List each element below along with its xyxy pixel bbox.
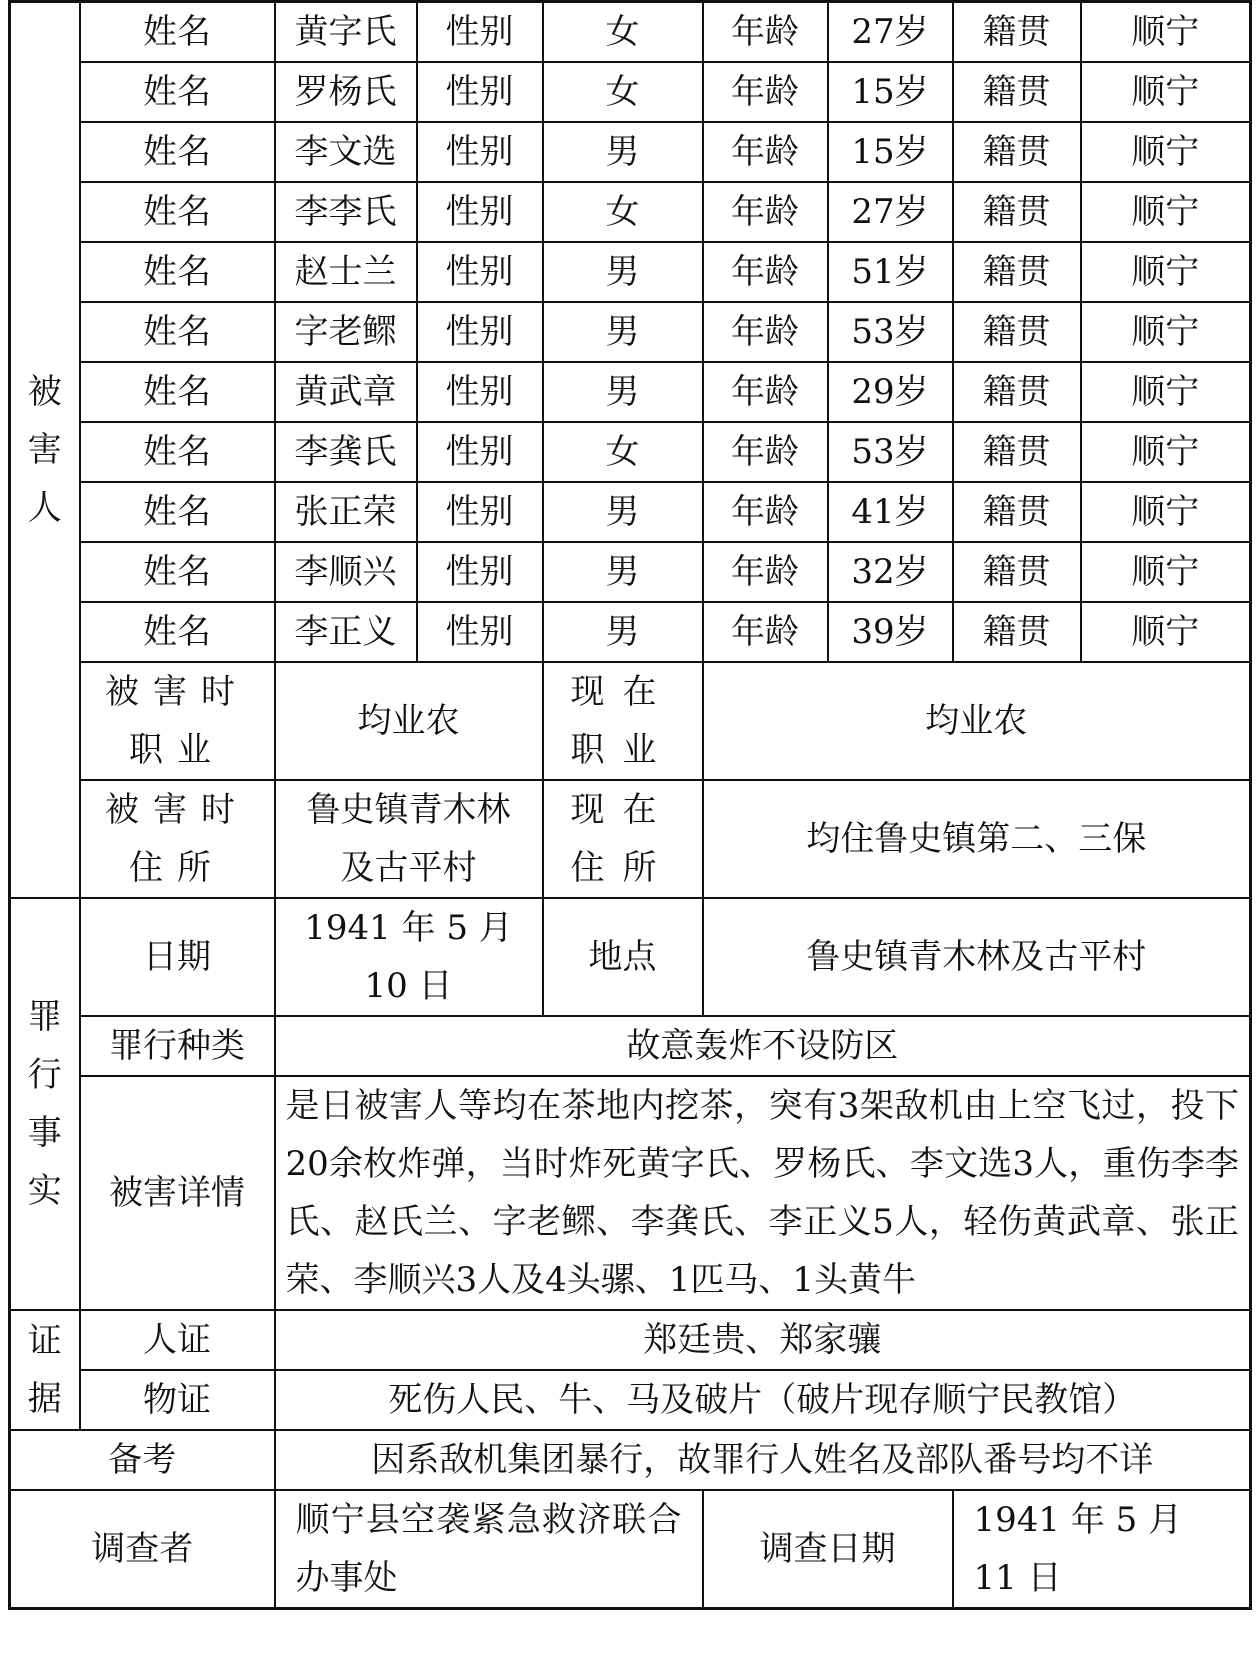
physical-evidence-row [10,1370,1251,1430]
damage-details-label: 被害详情 [80,1076,275,1310]
occupation-then-label: 被害时职业 [80,662,275,780]
evidence-section-label [10,1310,80,1430]
victim-row [10,482,1251,542]
victim-age: 15岁 [828,122,953,182]
age-label: 年龄 [703,362,828,422]
victim-row [10,182,1251,242]
victim-sex: 女 [543,422,703,482]
victim-age: 41岁 [828,482,953,542]
victim-native-place: 顺宁 [1081,602,1251,662]
victim-age: 27岁 [828,182,953,242]
age-label: 年龄 [703,302,828,362]
age-label: 年龄 [703,482,828,542]
age-label: 年龄 [703,602,828,662]
age-label: 年龄 [703,182,828,242]
damage-details-row [10,1076,1251,1310]
vertical-char: 实 [27,1171,62,1211]
victim-sex: 男 [543,122,703,182]
name-label: 姓名 [80,62,275,122]
victim-sex: 男 [543,482,703,542]
victim-age: 29岁 [828,362,953,422]
age-label: 年龄 [703,242,828,302]
witness-row [10,1310,1251,1370]
name-label: 姓名 [80,242,275,302]
victim-row [10,122,1251,182]
name-label: 姓名 [80,482,275,542]
victim-row [10,242,1251,302]
vertical-char: 事 [27,1113,62,1153]
residence-row [10,780,1251,898]
victim-row [10,362,1251,422]
victim-row [10,302,1251,362]
evidence-vertical-text [11,1312,79,1428]
sex-label: 性别 [417,362,543,422]
vertical-char: 罪 [27,997,62,1037]
sex-label: 性别 [417,122,543,182]
victim-age: 53岁 [828,422,953,482]
victims-vertical-text [11,363,79,537]
crime-type-row [10,1016,1251,1076]
crime-type-value: 故意轰炸不设防区 [275,1016,1251,1076]
victim-age: 32岁 [828,542,953,602]
document-page [8,0,1249,1646]
crime-type-label: 罪行种类 [80,1016,275,1076]
victim-age: 27岁 [828,2,953,63]
sex-label: 性别 [417,2,543,63]
victim-native-place: 顺宁 [1081,2,1251,63]
age-label: 年龄 [703,422,828,482]
witness-label: 人证 [80,1310,275,1370]
remarks-label: 备考 [10,1430,275,1490]
date-label: 日期 [80,898,275,1016]
age-label: 年龄 [703,542,828,602]
remarks-row [10,1430,1251,1490]
victim-sex: 男 [543,602,703,662]
victim-native-place: 顺宁 [1081,182,1251,242]
native-place-label: 籍贯 [953,482,1081,542]
residence-now-value: 均住鲁史镇第二、三保 [703,780,1251,898]
native-place-label: 籍贯 [953,542,1081,602]
vertical-char: 据 [27,1379,62,1419]
native-place-label: 籍贯 [953,422,1081,482]
victim-native-place: 顺宁 [1081,62,1251,122]
occupation-now-value: 均业农 [703,662,1251,780]
victims-section-label [10,2,80,899]
occupation-row [10,662,1251,780]
native-place-label: 籍贯 [953,302,1081,362]
sex-label: 性别 [417,602,543,662]
victim-sex: 女 [543,62,703,122]
name-label: 姓名 [80,542,275,602]
native-place-label: 籍贯 [953,62,1081,122]
native-place-label: 籍贯 [953,182,1081,242]
name-label: 姓名 [80,122,275,182]
victim-name: 李正义 [275,602,417,662]
victim-row [10,542,1251,602]
age-label: 年龄 [703,122,828,182]
age-label: 年龄 [703,62,828,122]
sex-label: 性别 [417,182,543,242]
vertical-char: 人 [27,488,62,528]
crime-facts-section-label [10,898,80,1310]
victim-native-place: 顺宁 [1081,422,1251,482]
native-place-label: 籍贯 [953,362,1081,422]
physical-evidence-value: 死伤人民、牛、马及破片（破片现存顺宁民教馆） [275,1370,1251,1430]
victim-name: 黄武章 [275,362,417,422]
name-label: 姓名 [80,362,275,422]
victim-sex: 女 [543,2,703,63]
witness-value: 郑廷贵、郑家骧 [275,1310,1251,1370]
victim-age: 53岁 [828,302,953,362]
investigation-date-value: 1941 年 5 月 11 日 [953,1490,1251,1609]
native-place-label: 籍贯 [953,122,1081,182]
vertical-char: 被 [27,372,62,412]
victim-sex: 男 [543,242,703,302]
victim-native-place: 顺宁 [1081,482,1251,542]
victim-row [10,62,1251,122]
victim-native-place: 顺宁 [1081,122,1251,182]
date-value: 1941 年 5 月 10 日 [275,898,543,1016]
name-label: 姓名 [80,422,275,482]
sex-label: 性别 [417,482,543,542]
sex-label: 性别 [417,62,543,122]
victim-row [10,2,1251,63]
victim-name: 字老鳏 [275,302,417,362]
residence-then-label: 被害时住所 [80,780,275,898]
victim-native-place: 顺宁 [1081,242,1251,302]
native-place-label: 籍贯 [953,2,1081,63]
victim-record-table [8,0,1252,1610]
victim-name: 赵士兰 [275,242,417,302]
victim-native-place: 顺宁 [1081,542,1251,602]
sex-label: 性别 [417,422,543,482]
crime-facts-vertical-text [11,988,79,1220]
physical-evidence-label: 物证 [80,1370,275,1430]
investigation-date-label: 调查日期 [703,1490,953,1609]
victim-name: 李文选 [275,122,417,182]
remarks-value: 因系敌机集团暴行，故罪行人姓名及部队番号均不详 [275,1430,1251,1490]
name-label: 姓名 [80,602,275,662]
native-place-label: 籍贯 [953,602,1081,662]
victim-native-place: 顺宁 [1081,362,1251,422]
vertical-char: 害 [27,430,62,470]
victim-rows [10,2,1251,899]
victim-sex: 女 [543,182,703,242]
date-row [10,898,1251,1016]
investigator-row [10,1490,1251,1609]
location-label: 地点 [543,898,703,1016]
victim-row [10,422,1251,482]
vertical-char: 行 [27,1055,62,1095]
investigator-value: 顺宁县空袭紧急救济联合办事处 [275,1490,703,1609]
victim-name: 李龚氏 [275,422,417,482]
sex-label: 性别 [417,302,543,362]
victim-name: 黄字氏 [275,2,417,63]
victim-row [10,602,1251,662]
name-label: 姓名 [80,2,275,63]
vertical-char: 证 [27,1321,62,1361]
sex-label: 性别 [417,542,543,602]
victim-name: 罗杨氏 [275,62,417,122]
name-label: 姓名 [80,302,275,362]
occupation-now-label: 现在职业 [543,662,703,780]
victim-age: 51岁 [828,242,953,302]
victim-sex: 男 [543,542,703,602]
victim-native-place: 顺宁 [1081,302,1251,362]
victim-age: 39岁 [828,602,953,662]
victim-sex: 男 [543,362,703,422]
residence-now-label: 现在住所 [543,780,703,898]
location-value: 鲁史镇青木林及古平村 [703,898,1251,1016]
sex-label: 性别 [417,242,543,302]
investigator-label: 调查者 [10,1490,275,1609]
age-label: 年龄 [703,2,828,63]
victim-name: 李李氏 [275,182,417,242]
victim-name: 李顺兴 [275,542,417,602]
victim-name: 张正荣 [275,482,417,542]
native-place-label: 籍贯 [953,242,1081,302]
name-label: 姓名 [80,182,275,242]
damage-details-value: 是日被害人等均在茶地内挖茶，突有3架敌机由上空飞过，投下20余枚炸弹，当时炸死黄字氏、罗杨氏、李文选3人，重伤李李氏、赵氏兰、字老鳏、李龚氏、李正义5人，轻伤黄武章、张正荣、李顺兴3人及4头骡、1匹马、1头黄牛 [275,1076,1251,1310]
occupation-then-value: 均业农 [275,662,543,780]
victim-age: 15岁 [828,62,953,122]
victim-sex: 男 [543,302,703,362]
residence-then-value: 鲁史镇青木林及古平村 [275,780,543,898]
